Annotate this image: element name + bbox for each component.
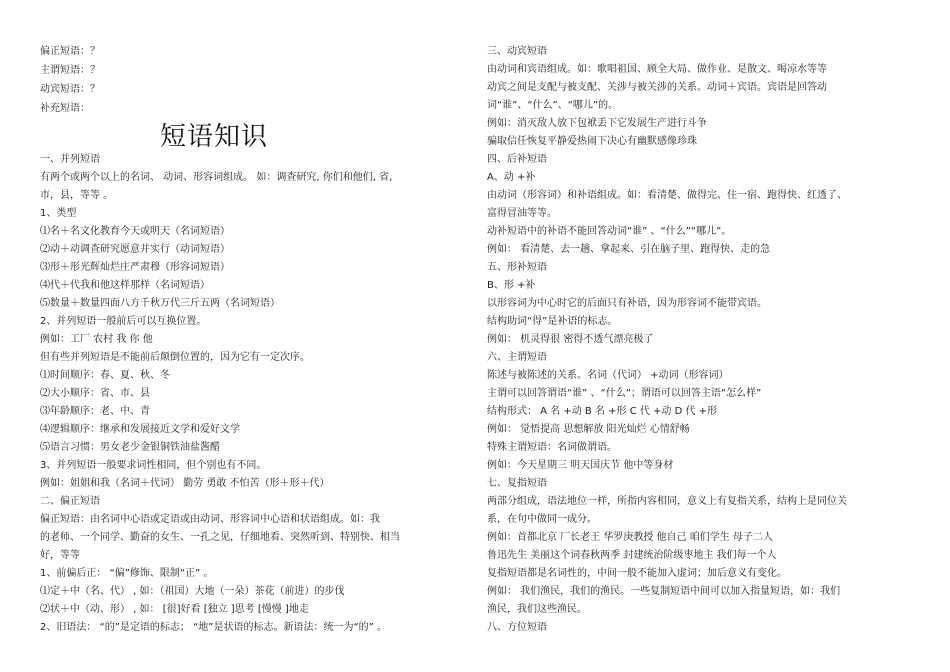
left-line: ⑴时间顺序：春、夏、秋、冬 [40,370,170,381]
left-line: 2、旧语法： “的”是定语的标志； “地”是状语的标志。新语法：统一为“的” 。 [40,622,387,633]
right-line: 特殊主谓短语：名词做谓语。 [487,442,617,453]
right-line: 例如：首都北京 厂长老王 华罗庚教授 他自己 咱们学生 母子二人 [487,532,773,543]
left-line: 有两个或两个以上的名词、 动词、形容词组成。 如：调查研究, 你们和他们, 省, [40,172,393,183]
right-line: 词“谁”、“什么”、“哪儿”的。 [487,100,619,111]
page-title: 短语知识 [160,122,269,152]
left-line: 2、并列短语一般前后可以互换位置。 [40,316,207,327]
left-line: 1、类型 [40,208,77,219]
right-line: 六、主谓短语 [487,352,547,363]
right-line: 动补短语中的补语不能回答动词“谁” 、“什么”“哪儿”。 [487,226,732,237]
left-line: ⑵大小顺序：省、市、县 [40,388,150,399]
right-line: 例如： 我们渔民，我们的渔民。一些复制短语中间可以加入指量短语，如：我们 [487,586,841,597]
left-line: 例如：工厂 农村 我 你 他 [40,334,153,345]
right-line: 结构助词“得”是补语的标志。 [487,316,618,327]
left-line: ⑷代＋代我和他这样那样（名词短语） [40,280,210,291]
left-line: 动宾短语：？ [40,84,100,95]
right-line: 系，在句中做同一成分。 [487,514,597,525]
left-line: ⑷逻辑顺序：继承和发展接近文学和爱好文学 [40,424,240,435]
right-line: 例如： 看清楚、去一趟、拿起来、引在脑子里、跑得快、走的急 [487,244,771,255]
left-line: 例如：姐姐和我（名词＋代词） 勤劳 勇敢 不怕苦（形＋形＋代） [40,478,330,489]
left-line: 1、前偏后正： “偏”修饰、限制“正” 。 [40,568,214,579]
right-line: 八、方位短语 [487,622,547,633]
left-line: ⑵动＋动调查研究愿意并实行（动词短语） [40,244,230,255]
right-line: 例如：今天星期三 明天国庆节 他中等身材 [487,460,674,471]
right-line: 陈述与被陈述的关系。名词（代词） +动词（形容词） [487,370,729,381]
right-line: 三、动宾短语 [487,46,547,57]
left-line: 3、并列短语一般要求词性相同，但个别也有不同。 [40,460,267,471]
right-line: 骗取信任恢复平静爱热闹下决心有幽默感像珍珠 [487,136,697,147]
right-line: 动宾之间是支配与被支配、关涉与被关涉的关系。动词＋宾语。宾语是回答动 [487,82,827,93]
right-line: 渔民，我们这些渔民。 [487,604,587,615]
left-line: 但有些并列短语是不能前后颠倒位置的，因为它有一定次序。 [40,352,310,363]
right-line: B、形 +补 [487,280,536,291]
left-line: 一、并列短语 [40,154,100,165]
left-line: ⑸语言习惯：男女老少金银铜铁油盐酱醋 [40,442,220,453]
left-line: ⑵状＋中（动、形） , 如： [很]好看 [独立 ]思考 [慢慢 ]地走 [40,604,309,615]
right-line: 主谓可以回答谓语“谁” 、“什么”；谓语可以回答主语“怎么样” [487,388,762,399]
right-line: 例如： 机灵得很 密得不透气漂亮极了 [487,334,654,345]
right-line: 五、形补短语 [487,262,547,273]
right-line: 鲁迅先生 美丽这个词春秋两季 封建统治阶级枣地主 我们每一个人 [487,550,777,561]
right-line: 四、后补短语 [487,154,547,165]
left-line: 好，等等 [40,550,80,561]
left-line: 补充短语： [40,103,90,114]
right-line: 由动词和宾语组成。如：歌唱祖国、顾全大局、做作业、是散文、喝凉水等等 [487,64,827,75]
right-line: 结构形式： A 名 +动 B 名 +形 C 代 +动 D 代 +形 [487,406,718,417]
left-line: ⑸数量＋数量四面八方千秋万代三斤五两（名词短语） [40,298,280,309]
right-line: 富得冒油等等。 [487,208,557,219]
right-line: 以形容词为中心时它的后面只有补语，因为形容词不能带宾语。 [487,298,767,309]
left-line: ⑶形＋形光辉灿烂庄严肃穆（形容词短语） [40,262,230,273]
right-line: 例如：消灭敌人放下包袱丢下它发展生产进行斗争 [487,118,707,129]
right-line: 七、复指短语 [487,478,547,489]
left-line: ⑶年龄顺序：老、中、青 [40,406,150,417]
right-line: 例如： 觉悟提高 思想解放 阳光灿烂 心情舒畅 [487,424,690,435]
left-line: 偏正短语：由名词中心语或定语或由动词、形容词中心语和状语组成。如：我 [40,514,380,525]
left-line: ⑴名＋名文化教育今天或明天（名词短语） [40,226,230,237]
right-line: A、动 +补 [487,172,536,183]
right-line: 复指短语都是名词性的，中间一般不能加入虚词；加后意义有变化。 [487,568,787,579]
left-line: ⑴定＋中（名、代） , 如：（祖国）大地（一朵）茶花（前进）的步伐 [40,586,345,597]
left-line: 偏正短语：？ [40,46,100,57]
right-line: 两部分组成，语法地位一样，所指内容相同，意义上有复指关系，结构上是同位关 [487,496,847,507]
left-line: 二、偏正短语 [40,496,100,507]
left-line: 市，县，等等 。 [40,190,114,201]
left-line: 的老师、一个同学、勤奋的女生、一孔之见，仔细地看、突然听到、特别快、相当 [40,532,400,543]
left-line: 主谓短语：？ [40,65,100,76]
right-line: 由动词（形容词）和补语组成。如：看清楚、做得完、住一宿、跑得快、红透了、 [487,190,847,201]
